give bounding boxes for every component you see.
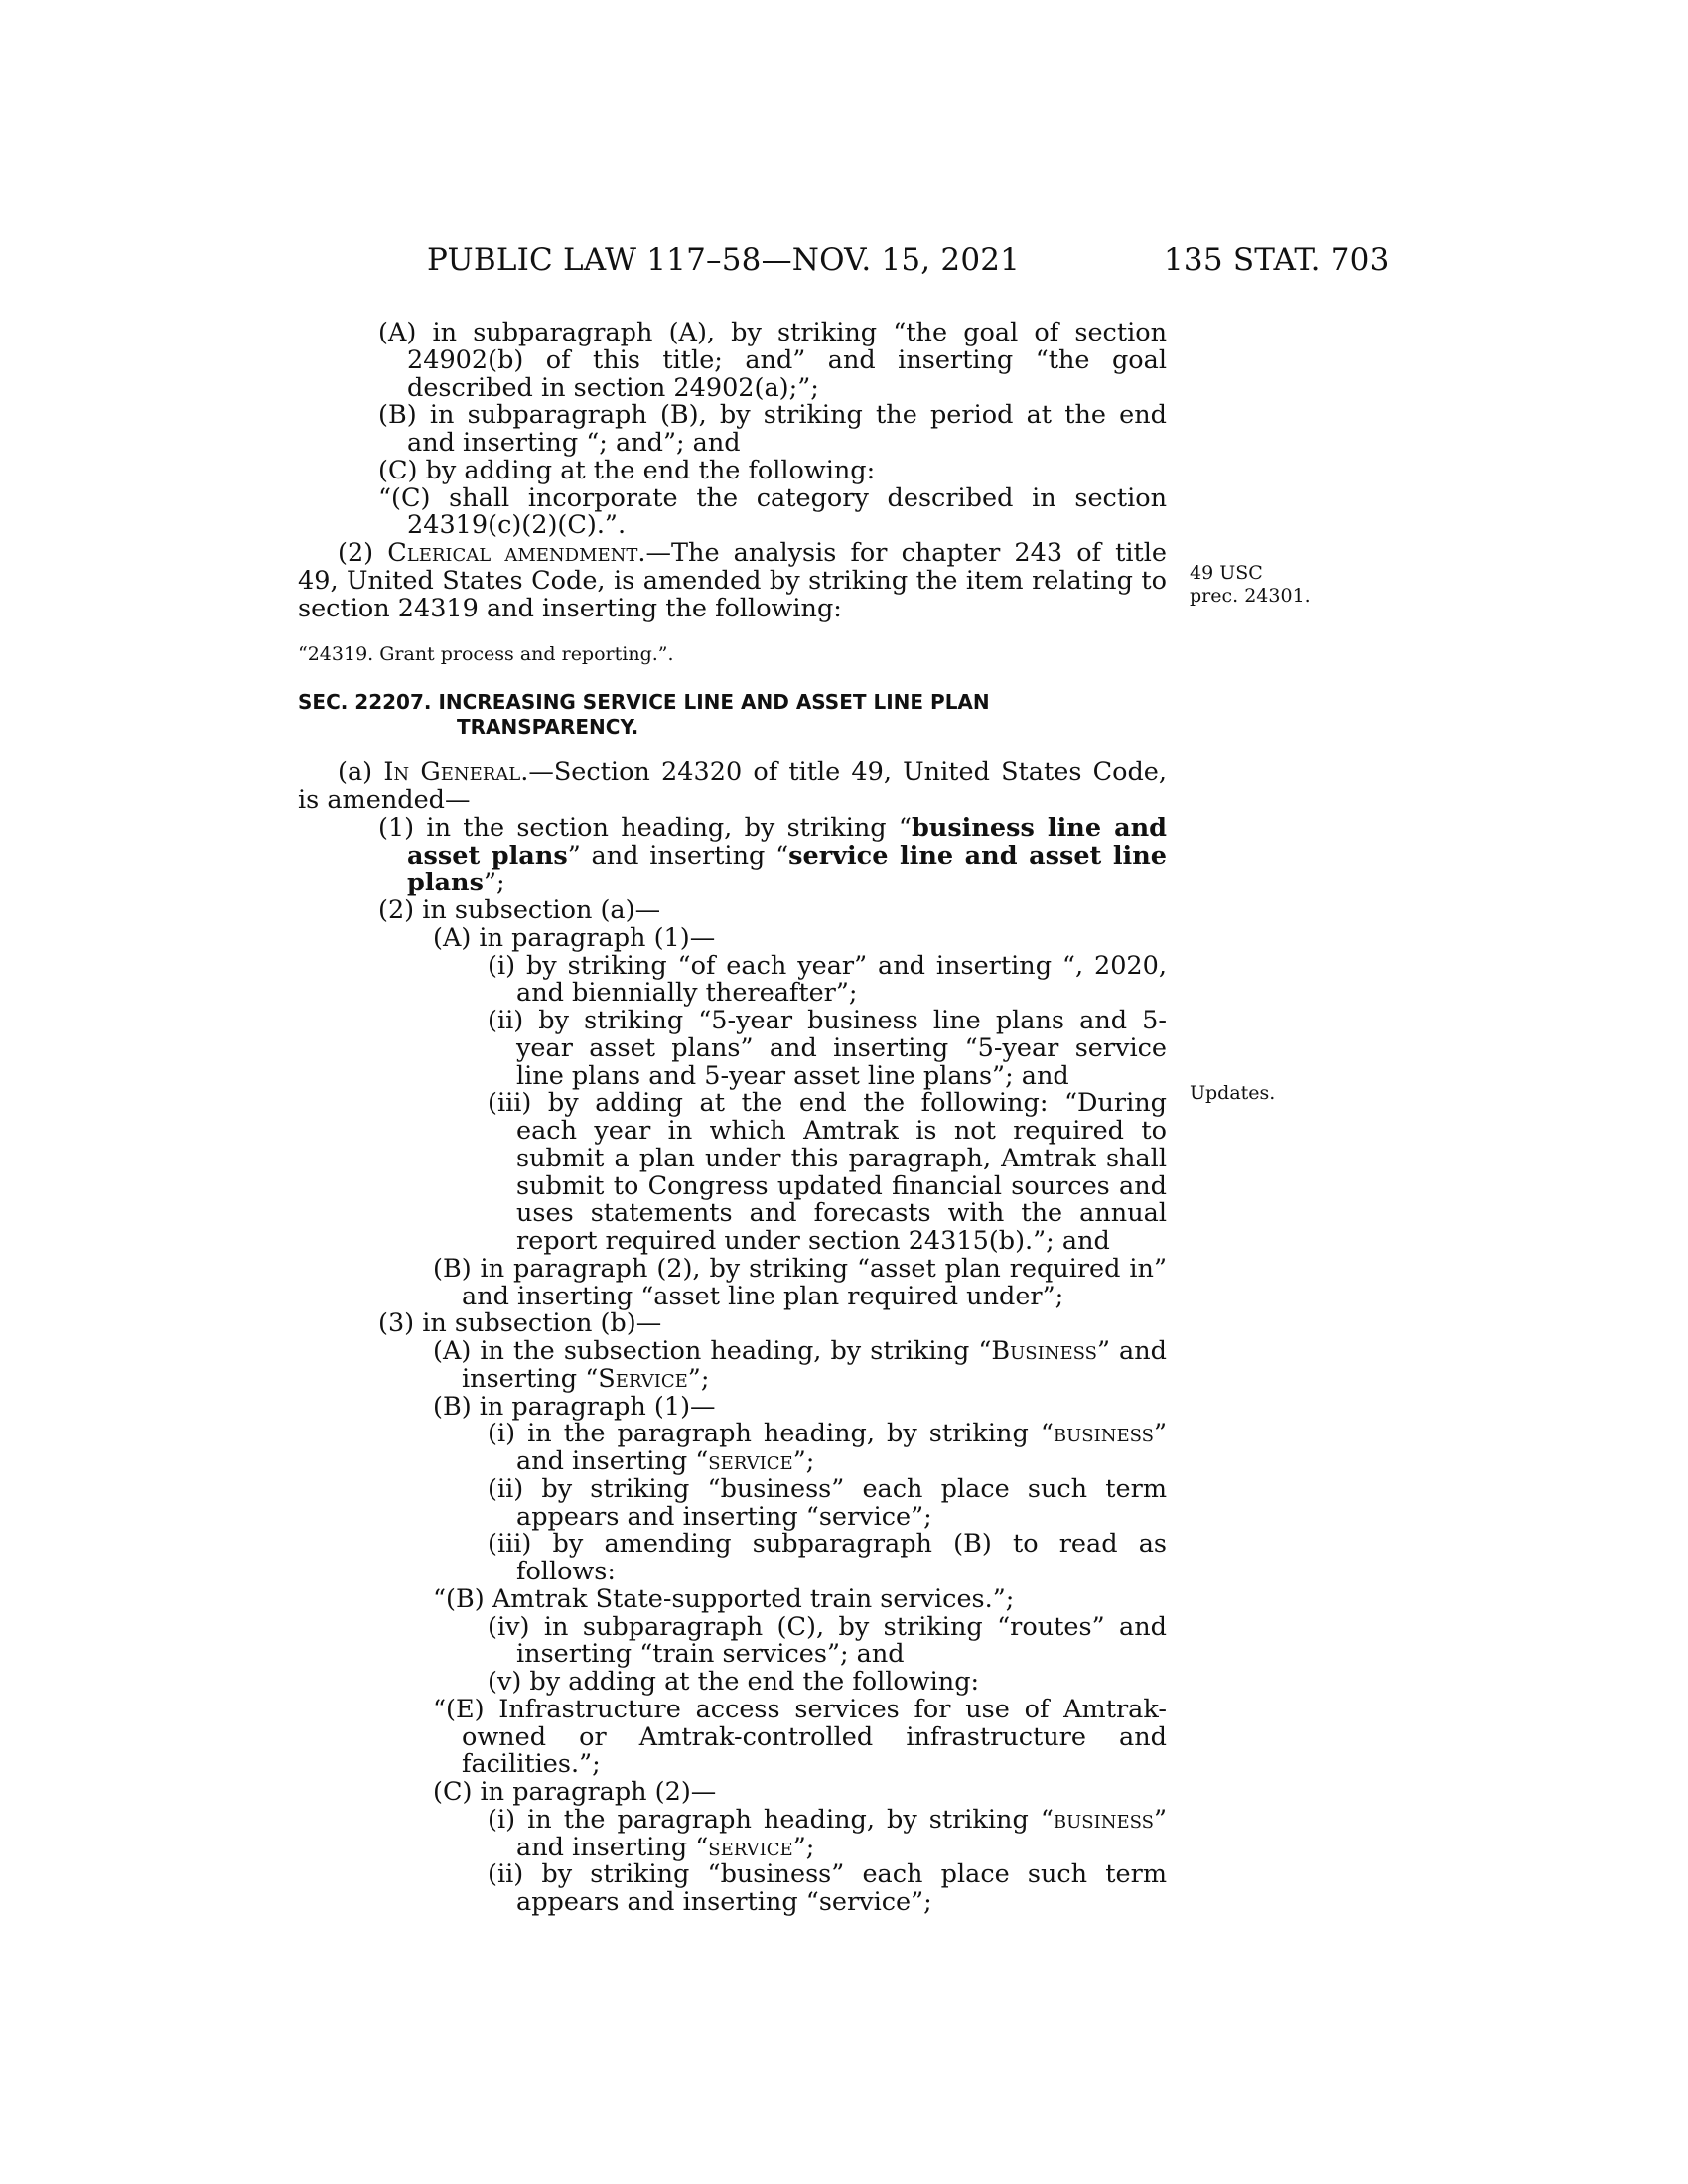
- item-3-A-text-a: (A) in the subsection heading, by striking “: [433, 1336, 992, 1366]
- item-1-bold-new: service line and asset line plans: [407, 840, 1167, 898]
- item-2-A-ii: (ii) by striking “5-year business line plans and 5-year asset plans” and inserting “5-year service line plans and 5-year asset line plans”; and: [488, 1006, 1167, 1091]
- item-3-A-old: Business: [991, 1336, 1097, 1366]
- item-1-text-c: ” and inserting “: [567, 840, 789, 871]
- paragraph-2-heading: Clerical amendment: [387, 538, 638, 568]
- paragraph-2-clerical: [298, 540, 1167, 622]
- item-3-A: [298, 1338, 1167, 1394]
- item-3-B-i-text-a: (i) in the paragraph heading, by striking “: [488, 1419, 1054, 1449]
- paragraph-B: (B) in subparagraph (B), by striking the period at the end and inserting “; and”; and: [378, 400, 1167, 458]
- item-3-B-i-new: service: [708, 1446, 793, 1476]
- margin-note-usc-line2: prec. 24301.: [1190, 585, 1311, 607]
- item-1-text-a: (1) in the section heading, by striking “: [378, 812, 912, 843]
- subsection-a-number: (a): [338, 757, 373, 788]
- item-3-B-ii: (ii) by striking “business” each place such term appears and inserting “service”;: [488, 1473, 1167, 1532]
- page-header-title: PUBLIC LAW 117–58—NOV. 15, 2021: [427, 242, 1021, 278]
- item-3-A-text-b: ” and inserting “: [462, 1336, 1167, 1394]
- item-3-C-i-new: service: [708, 1832, 793, 1862]
- page-header-stat: 135 STAT. 703: [1164, 242, 1390, 278]
- margin-note-usc: [1190, 562, 1311, 608]
- item-3-C: (C) in paragraph (2)—: [433, 1777, 717, 1807]
- margin-note-usc-line1: 49 USC: [1190, 562, 1263, 584]
- section-heading: SEC. 22207. INCREASING SERVICE LINE AND ASSET LINE PLAN TRANSPARENCY.: [298, 690, 990, 740]
- item-3-B: (B) in paragraph (1)—: [433, 1391, 716, 1422]
- toc-item: “24319. Grant process and reporting.”.: [298, 643, 674, 666]
- item-1: [298, 812, 1167, 898]
- item-3-C-i-text-a: (i) in the paragraph heading, by striking “: [488, 1804, 1054, 1835]
- item-2-A: (A) in paragraph (1)—: [433, 922, 716, 953]
- item-3-C-i: [298, 1804, 1167, 1862]
- item-3-B-v: (v) by adding at the end the following:: [488, 1667, 980, 1697]
- item-3-A-text-c: ”;: [687, 1363, 710, 1394]
- item-2-A-i: (i) by striking “of each year” and inserting “, 2020, and biennially thereafter”;: [488, 950, 1167, 1009]
- item-1-bold-old: business line and asset plans: [407, 812, 1167, 871]
- subsection-a-heading: In General: [383, 757, 521, 788]
- item-3-A-new: Service: [598, 1363, 688, 1394]
- item-3-B-iv: (iv) in subparagraph (C), by striking “routes” and inserting “train services”; and: [488, 1611, 1167, 1670]
- item-2: (2) in subsection (a)—: [378, 895, 661, 925]
- margin-note-updates: Updates.: [1190, 1082, 1276, 1104]
- subsection-a: [298, 759, 1167, 815]
- paragraph-2-number: (2): [338, 538, 374, 568]
- paragraph-A: (A) in subparagraph (A), by striking “the goal of section 24902(b) of this title; and” and inserting “the goal described in section 24902(a);”;: [378, 318, 1167, 403]
- quoted-subparagraph-E: “(E) Infrastructure access services for use of Amtrak-owned or Amtrak-controlled infrastructure and facilities.”;: [433, 1694, 1167, 1780]
- item-2-B: (B) in paragraph (2), by striking “asset plan required in” and inserting “asset line plan required under”;: [433, 1253, 1167, 1311]
- document-body: [298, 320, 1167, 1917]
- paragraph-C: (C) by adding at the end the following:: [378, 455, 876, 485]
- item-3-B-i: [298, 1421, 1167, 1476]
- quoted-paragraph-C: “(C) shall incorporate the category described in section 24319(c)(2)(C).”.: [378, 482, 1167, 541]
- subsection-a-text: .—Section 24320 of title 49, United States Code, is amended—: [298, 757, 1168, 815]
- item-1-text-d: ”;: [483, 868, 505, 898]
- item-3-C-i-text-b: ” and inserting “: [516, 1804, 1167, 1862]
- item-3-B-iii: (iii) by amending subparagraph (B) to read as follows:: [488, 1529, 1167, 1586]
- item-3-B-i-text-b: ” and inserting “: [516, 1419, 1167, 1476]
- item-3-B-i-text-c: ”;: [792, 1446, 815, 1476]
- item-2-A-iii: (iii) by adding at the end the following: “During each year in which Amtrak is not required to submit a plan under this paragraph, Amtrak shall submit to Congress updated financial sources and uses statements and forecasts with the annual report required under section 24315(b).”; and: [488, 1088, 1167, 1256]
- item-3-C-i-old: business: [1053, 1804, 1154, 1835]
- item-3-C-i-text-c: ”;: [792, 1832, 815, 1862]
- item-3-B-i-old: business: [1053, 1419, 1154, 1449]
- item-3-C-ii: (ii) by striking “business” each place such term appears and inserting “service”;: [488, 1859, 1167, 1917]
- item-3: (3) in subsection (b)—: [378, 1308, 662, 1339]
- quoted-subparagraph-B: “(B) Amtrak State-supported train services.”;: [433, 1583, 1015, 1614]
- paragraph-2-text: .—The analysis for chapter 243 of title 49, United States Code, is amended by striking the item relating to section 24319 and inserting the following:: [298, 538, 1167, 623]
